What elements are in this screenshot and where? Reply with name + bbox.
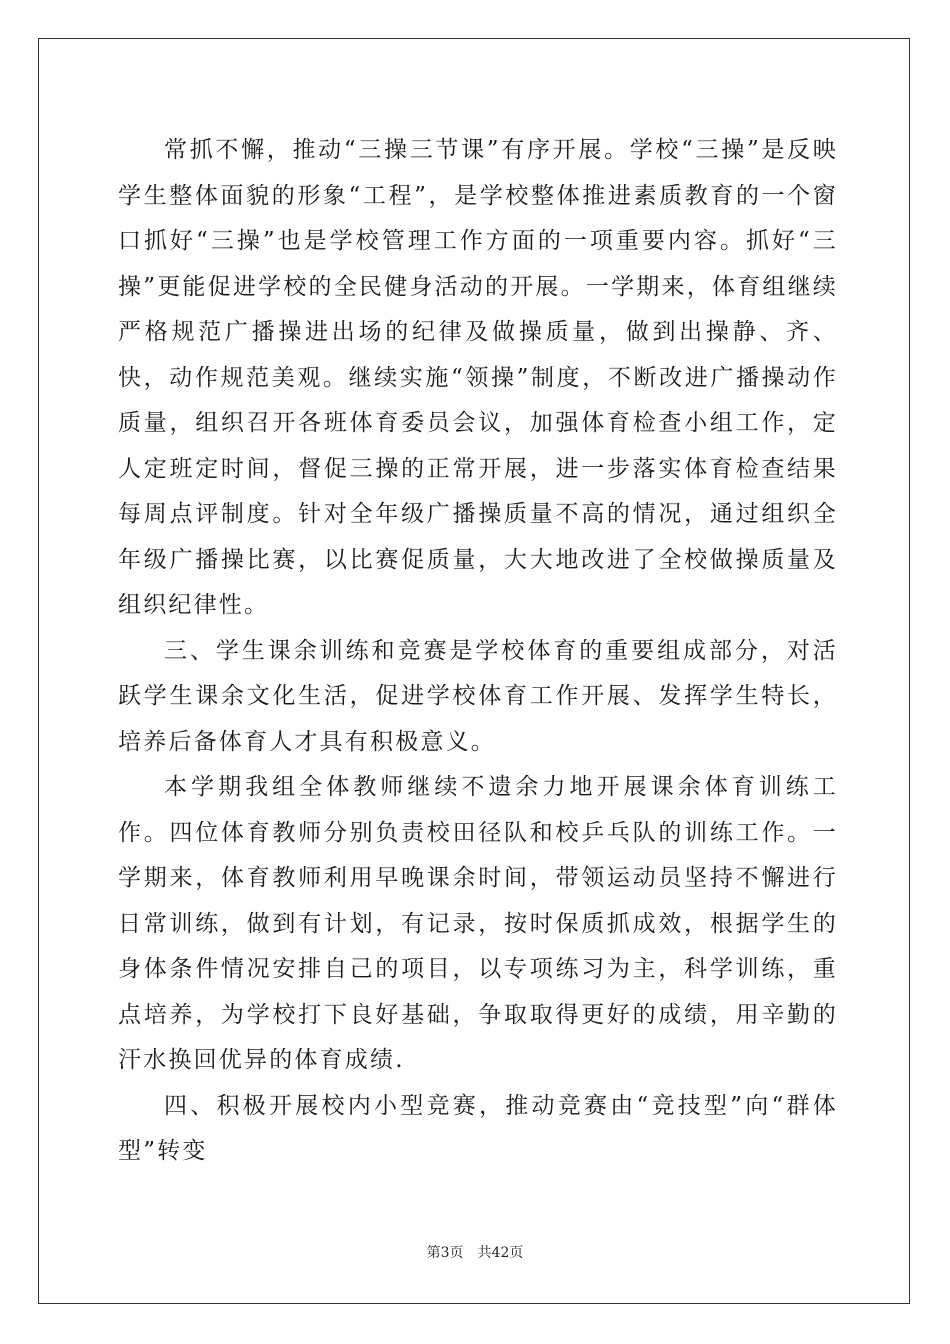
paragraph-section-three: 三、学生课余训练和竞赛是学校体育的重要组成部分，对活跃学生课余文化生活，促进学校体育工作开展、发挥学生特长，培养后备体育人才具有积极意义。 bbox=[118, 637, 838, 755]
current-page-label: 第3页 bbox=[426, 1245, 464, 1261]
total-pages-label: 共42页 bbox=[477, 1245, 524, 1261]
paragraph-section-four: 四、积极开展校内小型竞赛，推动竞赛由“竞技型”向“群体型”转变 bbox=[118, 1092, 838, 1164]
paragraph-training-work: 本学期我组全体教师继续不遗余力地开展课余体育训练工作。四位体育教师分别负责校田径队和校乒乓队的训练工作。一学期来，体育教师利用早晚课余时间，带领运动员坚持不懈进行日常训练，做到有计划，有记录，按时保质抓成效，根据学生的身体条件情况安排自己的项目，以专项练习为主，科学训练，重点培养，为学校打下良好基础，争取取得更好的成绩，用辛勤的汗水换回优异的体育成绩. bbox=[118, 774, 838, 1073]
document-body bbox=[118, 128, 838, 1175]
paragraph-three-exercises: 常抓不懈，推动“三操三节课”有序开展。学校“三操”是反映学生整体面貌的形象“工程”，是学校整体推进素质教育的一个窗口抓好“三操”也是学校管理工作方面的一项重要内容。抓好“三操”更能促进学校的全民健身活动的开展。一学期来，体育组继续严格规范广播操进出场的纪律及做操质量，做到出操静、齐、快，动作规范美观。继续实施“领操”制度，不断改进广播操动作质量，组织召开各班体育委员会议，加强体育检查小组工作，定人定班定时间，督促三操的正常开展，进一步落实体育检查结果每周点评制度。针对全年级广播操质量不高的情况，通过组织全年级广播操比赛，以比赛促质量，大大地改进了全校做操质量及组织纪律性。 bbox=[118, 137, 838, 618]
page-footer bbox=[0, 1242, 950, 1262]
